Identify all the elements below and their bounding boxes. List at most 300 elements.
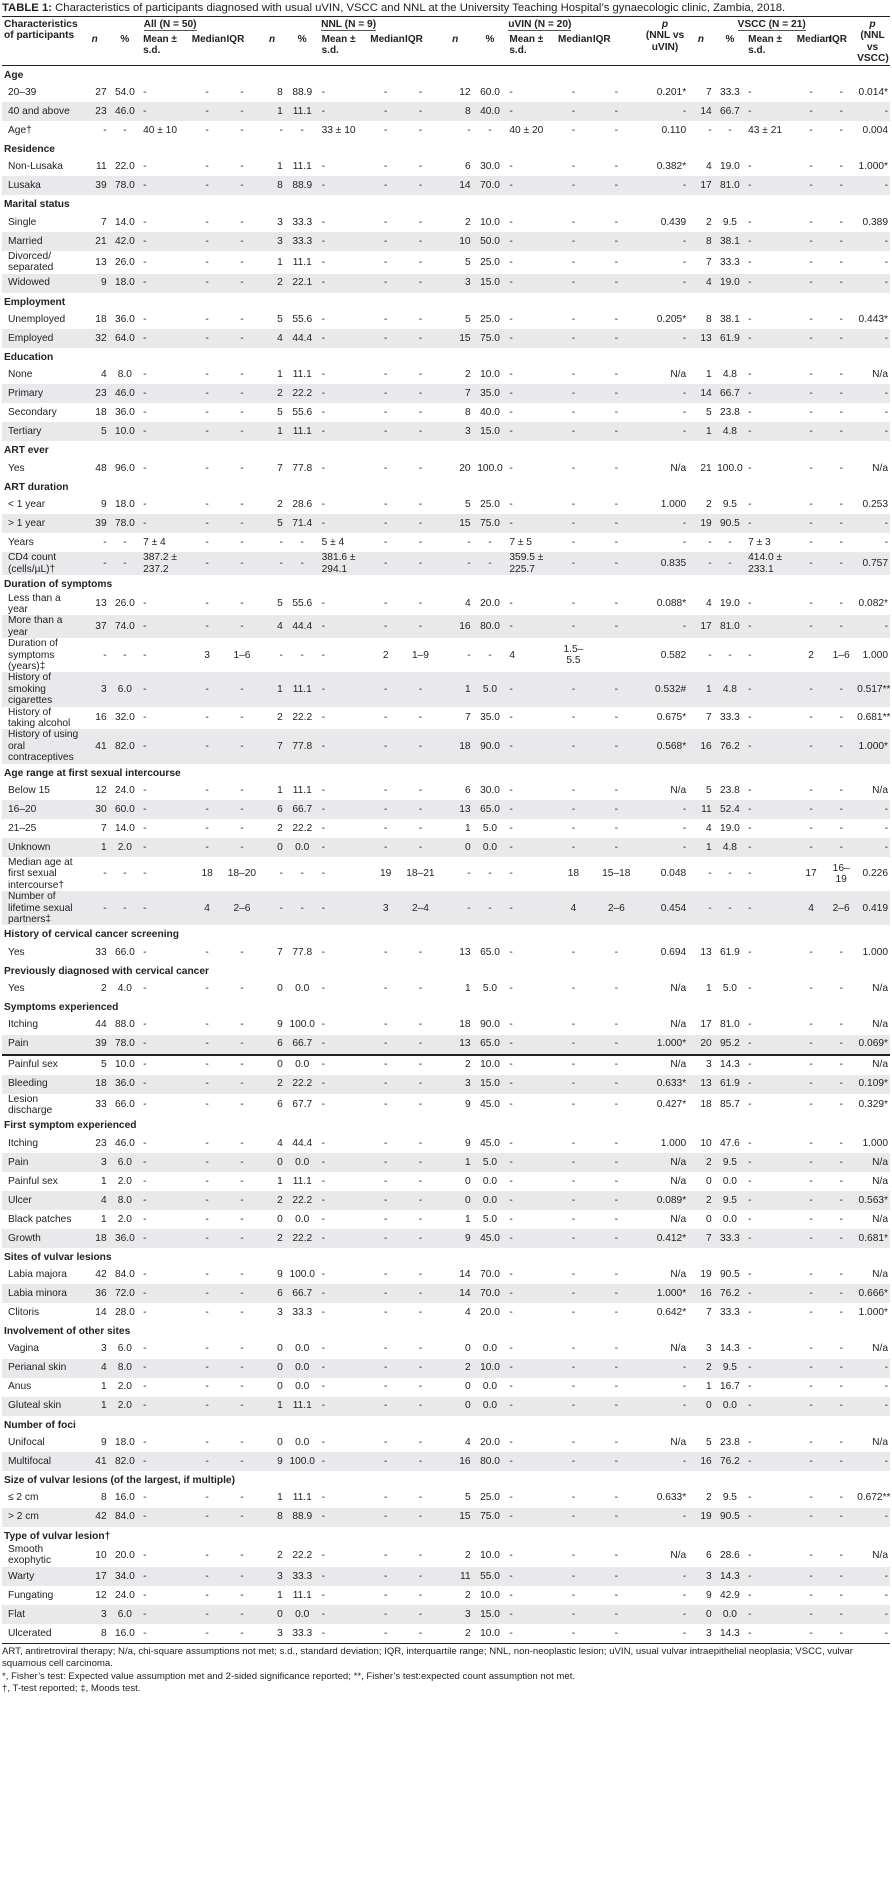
table-row [2, 943, 890, 962]
cell: 78.0 [109, 1035, 141, 1055]
cell: - [714, 552, 746, 575]
cell: - [748, 256, 752, 268]
cell: - [809, 313, 813, 325]
cell: 78.0 [109, 514, 141, 533]
cell: - [285, 552, 320, 575]
cell: 0.0 [714, 1605, 746, 1624]
cell: 33.3 [714, 1229, 746, 1248]
cell: - [809, 161, 813, 173]
cell: - [320, 1035, 369, 1055]
cell: - [507, 672, 556, 706]
cell: 7 ± 4 [143, 537, 166, 549]
cell: 95.2 [714, 1035, 746, 1055]
cell: - [368, 1191, 403, 1210]
table-row [2, 422, 890, 441]
cell: 50.0 [473, 232, 508, 251]
cell: - [143, 313, 147, 325]
cell: 85.7 [719, 1099, 740, 1111]
cell: - [746, 274, 795, 293]
cell: - [839, 1213, 843, 1225]
cell: - [795, 729, 827, 763]
cell: 0 [277, 1343, 283, 1355]
cell: 14 [688, 102, 713, 121]
cell: - [240, 499, 244, 511]
cell: - [827, 1452, 855, 1471]
cell: 3 [259, 1567, 284, 1586]
cell: - [614, 161, 619, 173]
cell: - [642, 1452, 688, 1471]
cell: 14.3 [714, 1567, 746, 1586]
cell: 0.666* [855, 1284, 890, 1303]
cell: 9.5 [722, 499, 737, 511]
cell: - [321, 1019, 326, 1031]
cell: - [571, 946, 576, 958]
cell: 3 [277, 1627, 283, 1639]
cell: 0.642* [656, 1307, 687, 1319]
cell: - [556, 1075, 591, 1094]
cell: 2 [277, 499, 283, 511]
cell: 100.0 [477, 462, 503, 474]
cell: - [809, 124, 813, 136]
table-row [2, 552, 890, 575]
cell: - [855, 422, 890, 441]
cell: 15.0 [473, 1605, 508, 1624]
table-row [2, 384, 890, 403]
cell: - [614, 1213, 619, 1225]
cell: - [418, 407, 423, 419]
cell: - [225, 729, 260, 763]
cell: 0.205* [656, 313, 687, 325]
cell: 14 [459, 1269, 471, 1281]
cell: - [571, 537, 576, 549]
cell: - [383, 1381, 388, 1393]
cell: - [809, 216, 813, 228]
cell: 20.0 [480, 598, 500, 610]
cell: - [642, 1567, 688, 1586]
cell: - [591, 1055, 642, 1075]
cell: 66.7 [714, 384, 746, 403]
cell: - [190, 615, 225, 638]
cell: - [368, 1229, 403, 1248]
cell: - [748, 407, 752, 419]
cell: - [809, 1269, 813, 1281]
cell: - [473, 552, 508, 575]
cell: - [642, 1508, 688, 1527]
cell: - [509, 1549, 513, 1561]
cell: 11.1 [292, 161, 312, 173]
section-label: Age range at first sexual intercourse [4, 767, 181, 779]
cell: - [240, 407, 244, 419]
cell: - [795, 514, 827, 533]
cell: - [225, 672, 260, 706]
cell: 10.0 [480, 216, 500, 228]
row-label: Less than a year [8, 592, 61, 615]
cell: - [591, 102, 642, 121]
cell: - [143, 1099, 147, 1111]
cell: - [143, 161, 147, 173]
cell: 1 [81, 1397, 109, 1416]
cell: - [320, 838, 369, 857]
cell: - [321, 1137, 326, 1149]
cell: - [507, 1035, 556, 1055]
cell: - [509, 369, 513, 381]
table-row [2, 1303, 890, 1322]
cell: - [748, 649, 752, 661]
cell: 1.5–5.5 [563, 643, 584, 667]
cell: - [143, 462, 147, 474]
cell: 2 [464, 1549, 471, 1561]
cell: - [143, 1213, 147, 1225]
cell: - [368, 672, 403, 706]
cell: 5 [706, 407, 712, 419]
cell: 7 [259, 729, 284, 763]
cell: 18–21 [406, 868, 435, 880]
cell: - [368, 1567, 403, 1586]
cell: - [591, 176, 642, 195]
cell: - [507, 800, 556, 819]
cell: - [591, 1359, 642, 1378]
cell: 9.5 [714, 1191, 746, 1210]
row-label: Vagina [8, 1343, 39, 1355]
cell: 15.0 [473, 422, 508, 441]
cell: - [488, 868, 492, 880]
cell: - [438, 552, 473, 575]
section-label: Number of foci [4, 1419, 76, 1431]
cell: - [827, 514, 855, 533]
cell: - [509, 86, 513, 98]
cell: - [556, 1508, 591, 1527]
cell: 33 [95, 946, 107, 958]
cell: - [571, 1213, 576, 1225]
cell: 0.0 [285, 1605, 320, 1624]
cell: 1 [259, 672, 284, 706]
cell: 1 [277, 369, 283, 381]
cell: 14.0 [114, 822, 135, 834]
cell: 22.2 [285, 1229, 320, 1248]
cell: - [509, 598, 513, 610]
cell: 8 [100, 1627, 107, 1639]
cell: 2.0 [117, 1175, 132, 1187]
cell: - [143, 1137, 147, 1149]
cell: - [320, 1284, 369, 1303]
cell: - [225, 1452, 260, 1471]
cell: 16 [688, 1452, 713, 1471]
cell: 33.3 [719, 256, 740, 268]
cell: 11.1 [285, 422, 320, 441]
cell: - [839, 124, 843, 136]
row-label: Yes [8, 946, 25, 958]
table-row [2, 1433, 890, 1452]
cell: 16 [95, 712, 107, 724]
cell: 5 [464, 1492, 471, 1504]
cell: - [509, 868, 513, 880]
cell: - [321, 1099, 326, 1111]
table-row [2, 1265, 890, 1284]
cell: 8 [688, 232, 713, 251]
cell: - [205, 1343, 209, 1355]
cell: 17 [688, 615, 713, 638]
cell: - [614, 124, 619, 136]
cell: 4 [81, 1359, 109, 1378]
cell: - [190, 1191, 225, 1210]
cell: 1 [277, 256, 283, 268]
cell: - [240, 161, 244, 173]
row-label: Secondary [8, 407, 57, 419]
cell: 11.1 [292, 1492, 312, 1504]
cell: 18 [567, 868, 580, 880]
cell: 4 [706, 822, 712, 834]
caption-text: Characteristics of participants diagnosed with usual uVIN, VSCC and NNL at the University Teaching Hospital’s gynaecologic clinic, Zambia, 2018. [52, 2, 786, 14]
cell: - [205, 1436, 209, 1448]
cell: - [682, 1589, 687, 1601]
cell: 82.0 [109, 729, 141, 763]
cell: 33 ± 10 [321, 124, 356, 136]
cell: - [708, 649, 712, 661]
cell: - [225, 1397, 260, 1416]
cell: - [143, 1627, 147, 1639]
cell: 13 [688, 1075, 713, 1094]
cell: - [827, 615, 855, 638]
cell: 0.517** [855, 672, 890, 706]
cell: - [642, 102, 688, 121]
row-label: Age† [8, 124, 32, 136]
cell: 0.110 [661, 124, 687, 136]
cell: 7 [100, 822, 107, 834]
cell: - [368, 232, 403, 251]
cell: 8 [464, 407, 471, 419]
section-row [2, 1248, 890, 1265]
cell: 1 [100, 1213, 107, 1225]
cell: - [507, 232, 556, 251]
cell: 14.3 [714, 1055, 746, 1075]
cell: - [614, 216, 619, 228]
cell: 84.0 [109, 1508, 141, 1527]
cell: - [225, 1075, 260, 1094]
cell: 16 [688, 729, 713, 763]
cell: - [81, 891, 109, 925]
cell: - [591, 514, 642, 533]
cell: - [321, 1589, 326, 1601]
cell: 19 [379, 868, 392, 880]
cell: - [746, 1153, 795, 1172]
cell: - [748, 822, 752, 834]
cell: - [855, 384, 890, 403]
cell: - [403, 838, 438, 857]
cell: - [368, 102, 403, 121]
row-label: 20–39 [8, 86, 37, 98]
cell: 1.000* [858, 1307, 888, 1319]
cell: 4.8 [714, 672, 746, 706]
cell: - [205, 1175, 209, 1187]
cell: 3 [204, 649, 210, 661]
cell: - [383, 1269, 388, 1281]
header-group-uvin [438, 17, 642, 34]
cell: 4 [464, 1307, 471, 1319]
cell: - [143, 868, 147, 880]
row-label: History of using oral contraceptives [2, 729, 81, 763]
subheader-uvin-4: IQR [592, 33, 611, 45]
row-label: Perianal skin [2, 1359, 81, 1378]
cell: - [190, 729, 225, 763]
cell: - [571, 1549, 576, 1561]
cell: 10 [700, 1137, 712, 1149]
header-group-vscc [688, 17, 855, 34]
cell: - [795, 1508, 827, 1527]
cell: 77.8 [285, 729, 320, 763]
cell: - [321, 946, 326, 958]
cell: - [839, 1549, 843, 1561]
cell: - [141, 514, 190, 533]
cell: - [141, 1075, 190, 1094]
cell: - [614, 1175, 619, 1187]
cell: 10.0 [480, 1589, 500, 1601]
cell: 88.9 [292, 86, 313, 98]
cell: - [556, 102, 591, 121]
cell: - [827, 1075, 855, 1094]
cell: - [556, 232, 591, 251]
table-row [2, 593, 890, 616]
cell: - [240, 983, 244, 995]
cell: 1 [277, 1492, 283, 1504]
cell: - [855, 1508, 890, 1527]
cell: - [855, 1567, 890, 1586]
cell: - [507, 274, 556, 293]
cell: - [571, 216, 576, 228]
subheader-vscc-2: Mean ± s.d. [748, 33, 782, 56]
cell: 2–6 [827, 891, 855, 925]
cell: - [225, 552, 260, 575]
cell: 77.8 [292, 946, 313, 958]
cell: - [141, 729, 190, 763]
cell: 100.0 [289, 1019, 315, 1031]
cell: 4 [464, 1436, 471, 1448]
cell: 2.0 [117, 1381, 132, 1393]
cell: 2 [277, 822, 283, 834]
cell: - [418, 712, 423, 724]
subheader-nnl-1: % [297, 33, 307, 45]
cell: 4 [688, 274, 713, 293]
cell: 2 [259, 274, 284, 293]
cell: 13 [688, 329, 713, 348]
cell: - [809, 1436, 813, 1448]
cell: - [795, 615, 827, 638]
cell: 0.439 [660, 216, 687, 228]
cell: - [141, 1153, 190, 1172]
cell: 30 [81, 800, 109, 819]
cell: - [795, 1153, 827, 1172]
cell: 1 [464, 822, 471, 834]
footnote-fisher: *, Fisher’s test: Expected value assumption met and 2-sided significance reported; **, Fisher’s test:expected count assumption not met. [2, 1670, 576, 1682]
cell: - [795, 232, 827, 251]
cell: 3 [438, 274, 473, 293]
cell: 2 [688, 1153, 713, 1172]
cell: 2–6 [591, 891, 642, 925]
cell: - [827, 1567, 855, 1586]
row-label: Lesion discharge [8, 1093, 53, 1117]
cell: - [141, 329, 190, 348]
cell: 2–4 [403, 891, 438, 925]
cell: 23.8 [719, 407, 740, 419]
row-label: History of taking alcohol [8, 706, 71, 729]
cell: - [809, 1492, 813, 1504]
cell: - [839, 946, 843, 958]
cell: 0 [277, 1213, 283, 1225]
cell: 17 [805, 868, 817, 880]
cell: 34.0 [109, 1567, 141, 1586]
cell: - [383, 1213, 388, 1225]
cell: 2.0 [109, 1397, 141, 1416]
cell: 2 [464, 369, 471, 381]
cell: N/a [872, 1343, 888, 1355]
cell: 0.0 [473, 1191, 508, 1210]
cell: 16.7 [719, 1381, 740, 1393]
cell: - [403, 615, 438, 638]
cell: 66.7 [285, 1284, 320, 1303]
cell: 0.109* [855, 1075, 890, 1094]
table-row [2, 1075, 890, 1094]
cell: 28.6 [719, 1549, 740, 1561]
cell: - [839, 1381, 843, 1393]
cell: N/a [872, 784, 888, 796]
cell: N/a [872, 462, 888, 474]
cell: 7 [706, 86, 712, 98]
cell: - [320, 274, 369, 293]
cell: - [403, 1191, 438, 1210]
footnote-abbreviations: ART, antiretroviral therapy; N/a, chi-square assumptions not met; s.d., standard deviation; IQR, interquartile range; NNL, non-neoplastic lesion; uVIN, usual vulvar intraepithelial neoplasia; VSCC, vulvar squamous cell carcinoma. [2, 1645, 853, 1670]
cell: - [240, 537, 244, 549]
cell: 88.9 [285, 176, 320, 195]
cell: - [320, 1359, 369, 1378]
cell: - [642, 514, 688, 533]
cell: - [556, 800, 591, 819]
cell: - [591, 1191, 642, 1210]
cell: - [190, 514, 225, 533]
cell: - [642, 232, 688, 251]
table-footnotes [2, 1643, 890, 1696]
cell: - [507, 1567, 556, 1586]
cell: 32.0 [114, 712, 135, 724]
cell: 18 [81, 1075, 109, 1094]
cell: 0 [277, 1381, 283, 1393]
cell: - [418, 1381, 423, 1393]
cell: N/a [872, 1213, 888, 1225]
cell: 1 [259, 422, 284, 441]
cell: - [205, 161, 209, 173]
table-row [2, 857, 890, 891]
cell: 16 [688, 1284, 713, 1303]
cell: - [746, 1229, 795, 1248]
cell: 25.0 [480, 256, 500, 268]
cell: - [240, 1019, 244, 1031]
row-label: Painful sex [8, 1175, 58, 1187]
cell: 27 [95, 86, 107, 98]
cell: - [571, 784, 576, 796]
cell: 1 [688, 422, 713, 441]
cell: 2 [464, 216, 471, 228]
cell: - [795, 1055, 827, 1075]
cell: - [839, 1627, 843, 1639]
cell: 4.8 [714, 422, 746, 441]
cell: - [827, 800, 855, 819]
cell: - [795, 1567, 827, 1586]
table-row [2, 819, 890, 838]
table-row [2, 800, 890, 819]
cell: - [205, 712, 209, 724]
cell: - [240, 369, 244, 381]
cell: 48 [95, 462, 107, 474]
table-row [2, 729, 890, 763]
cell: - [509, 822, 513, 834]
